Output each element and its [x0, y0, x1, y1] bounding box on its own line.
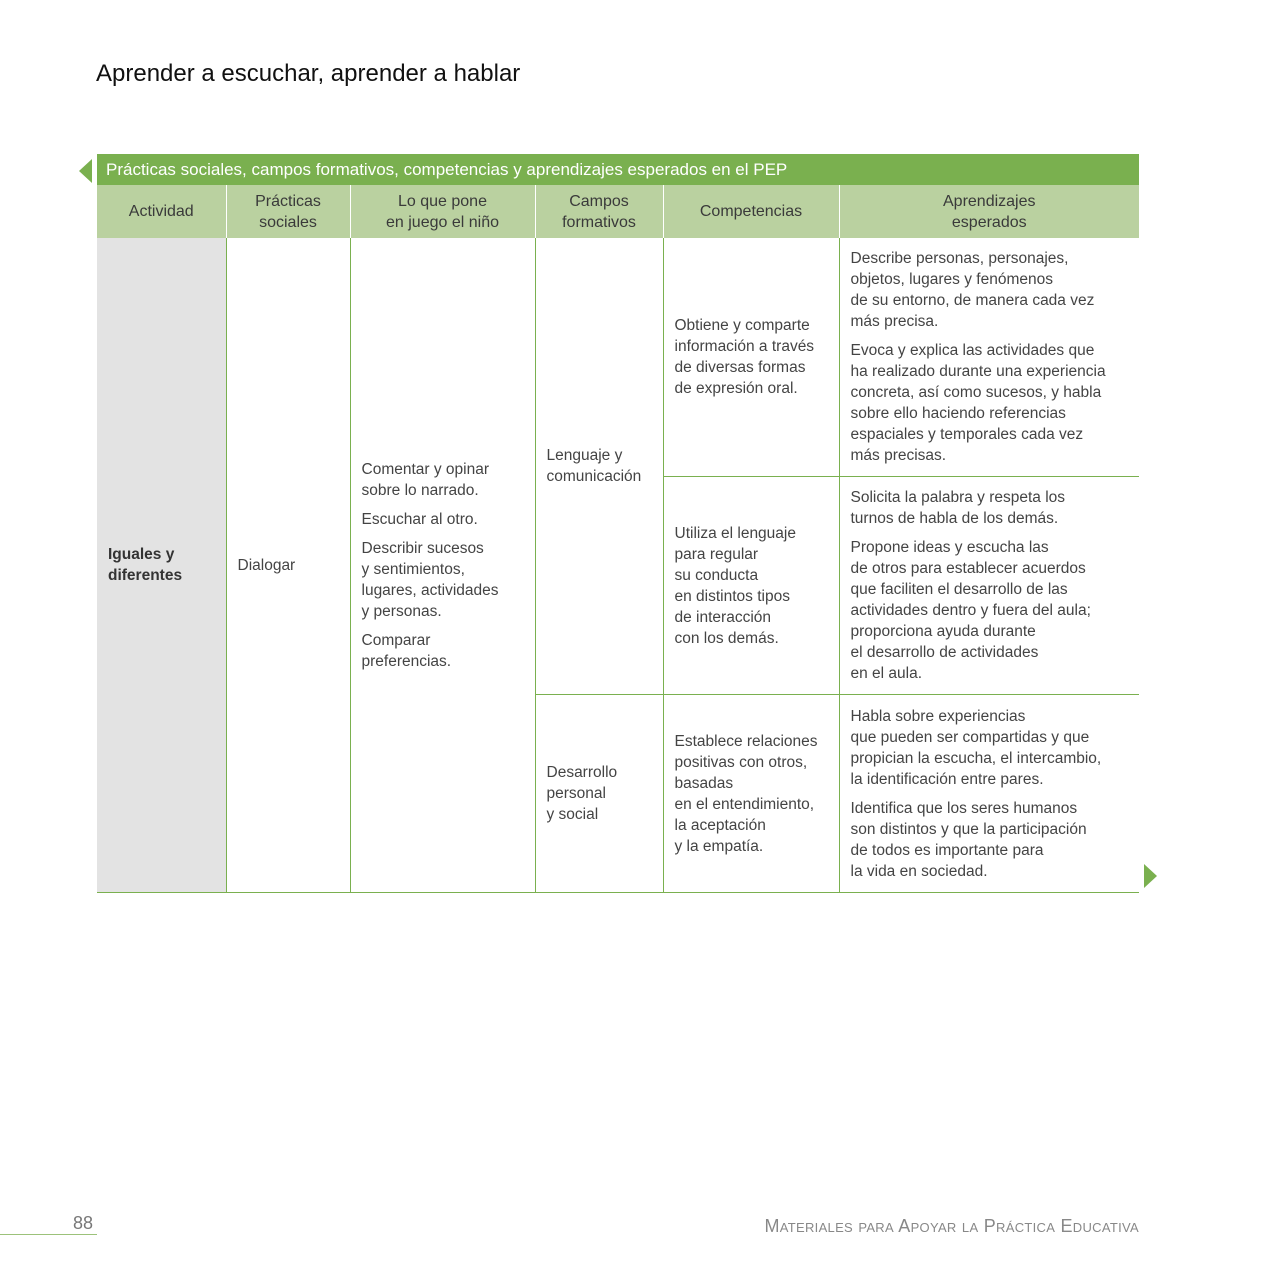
arrow-right-icon — [1144, 864, 1157, 888]
page-number: 88 — [73, 1213, 94, 1233]
cell-practica: Dialogar — [226, 238, 350, 893]
juego-item: Describir sucesos y sentimientos, lugares, actividades y personas. — [361, 539, 499, 620]
aprendizaje-item: Solicita la palabra y respeta los turnos de habla de los demás. — [850, 489, 1066, 527]
aprendizaje-item: Describe personas, personajes, objetos, lugares y fenómenos de su entorno, de manera cada vez más precisa. — [850, 250, 1095, 330]
aprendizaje-item: Propone ideas y escucha las de otros para establecer acuerdos que faciliten el desarrollo de las actividades dentro y fuera del aula; proporciona ayuda durante el desarrollo de actividades en el aula. — [850, 539, 1091, 682]
aprendizaje-item: Evoca y explica las actividades que ha realizado durante una experiencia concreta, así como sucesos, y habla sobre ello haciendo referencias espaciales y temporales cada vez más precisas. — [850, 342, 1106, 464]
pep-table — [97, 154, 1139, 893]
cell-campo-lenguaje: Lenguaje y comunicación — [535, 238, 663, 695]
juego-item: Comparar preferencias. — [361, 631, 452, 670]
cell-aprendizajes — [839, 477, 1139, 695]
header-aprendizajes: Aprendizajes esperados — [839, 185, 1139, 238]
table-caption: Prácticas sociales, campos formativos, competencias y aprendizajes esperados en el PEP — [97, 154, 1139, 185]
cell-aprendizajes — [839, 238, 1139, 477]
cell-competencia: Obtiene y comparte información a través de diversas formas de expresión oral. — [663, 238, 839, 477]
header-competencias: Competencias — [663, 185, 839, 238]
page-title: Aprender a escuchar, aprender a hablar — [96, 60, 521, 87]
juego-item: Comentar y opinar sobre lo narrado. — [361, 460, 490, 499]
cell-actividad: Iguales y diferentes — [97, 238, 226, 893]
cell-competencia: Establece relaciones positivas con otros, basadas en el entendimiento, la aceptación y la empatía. — [663, 695, 839, 893]
aprendizaje-item: Identifica que los seres humanos son distintos y que la participación de todos es importante para la vida en sociedad. — [850, 799, 1087, 880]
header-lo-que-pone: Lo que pone en juego el niño — [350, 185, 535, 238]
cell-aprendizajes — [839, 695, 1139, 893]
cell-campo-desarrollo: Desarrollo personal y social — [535, 695, 663, 893]
header-practicas-sociales: Prácticas sociales — [226, 185, 350, 238]
header-campos-formativos: Campos formativos — [535, 185, 663, 238]
footer-title: Materiales para Apoyar la Práctica Educativa — [764, 1216, 1139, 1236]
aprendizaje-item: Habla sobre experiencias que pueden ser compartidas y que propician la escucha, el intercambio, la identificación entre pares. — [850, 707, 1102, 788]
cell-lo-que-pone — [350, 238, 535, 893]
juego-item: Escuchar al otro. — [361, 510, 478, 528]
footer-rule — [0, 1234, 97, 1235]
arrow-left-icon — [79, 159, 92, 183]
pep-table-wrapper — [97, 154, 1139, 893]
cell-competencia: Utiliza el lenguaje para regular su conducta en distintos tipos de interacción con los demás. — [663, 477, 839, 695]
header-actividad: Actividad — [97, 185, 226, 238]
